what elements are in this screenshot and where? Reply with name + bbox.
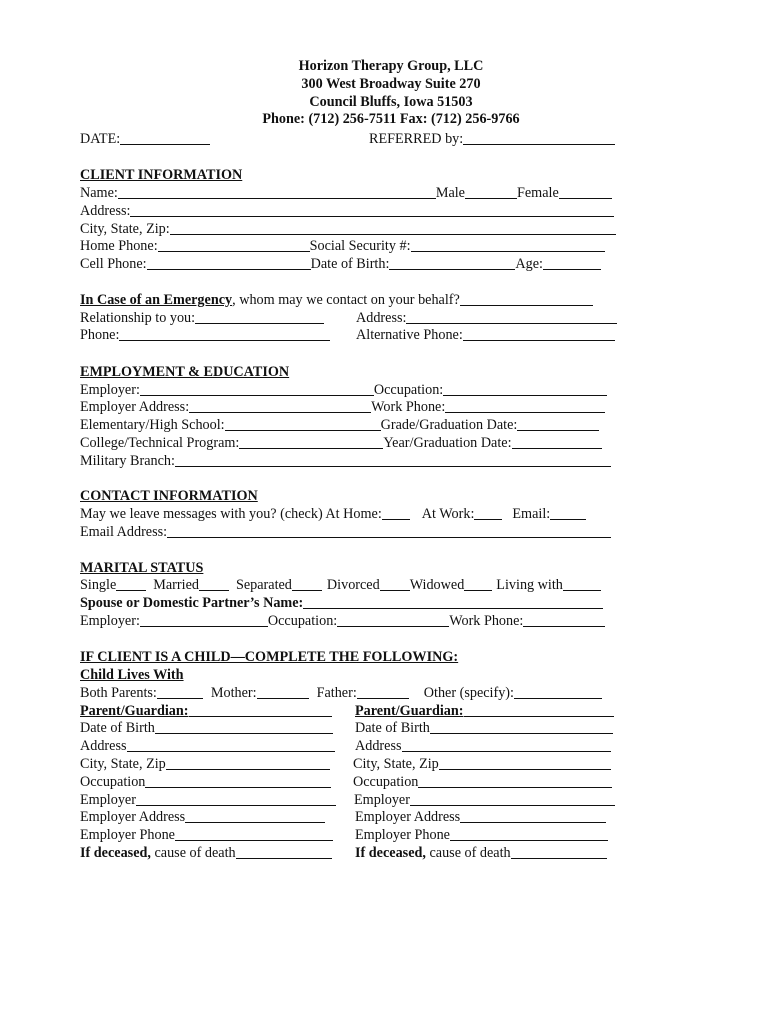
date-field[interactable] bbox=[120, 131, 210, 145]
occupation-label: Occupation: bbox=[373, 382, 444, 398]
guardian1-employer-phone-label: Employer Phone bbox=[80, 827, 175, 843]
relationship-field[interactable] bbox=[195, 310, 324, 324]
guardian1-address-field[interactable] bbox=[127, 738, 335, 752]
home-phone-field[interactable] bbox=[158, 238, 310, 252]
employer-label: Employer: bbox=[80, 382, 140, 398]
father-label: Father: bbox=[316, 685, 357, 701]
employer-address-label: Employer Address: bbox=[80, 399, 190, 415]
social-security-label: Social Security #: bbox=[309, 238, 411, 254]
employment-education-heading: EMPLOYMENT & EDUCATION bbox=[80, 364, 290, 380]
guardian2-address-field[interactable] bbox=[402, 738, 611, 752]
employer-field[interactable] bbox=[140, 382, 374, 396]
marital-status-heading: MARITAL STATUS bbox=[80, 560, 204, 576]
spouse-occupation-label: Occupation: bbox=[267, 613, 338, 629]
grade-graduation-field[interactable] bbox=[517, 417, 599, 431]
guardian1-city-field[interactable] bbox=[166, 756, 330, 770]
work-phone-label: Work Phone: bbox=[371, 399, 446, 415]
at-work-check[interactable] bbox=[474, 506, 502, 520]
spouse-employer-label: Employer: bbox=[80, 613, 140, 629]
male-label: Male bbox=[435, 185, 465, 201]
year-graduation-field[interactable] bbox=[512, 435, 602, 449]
living-with-field[interactable] bbox=[563, 577, 601, 591]
date-of-birth-label: Date of Birth: bbox=[310, 256, 390, 272]
emergency-heading: In Case of an Emergency bbox=[80, 292, 233, 308]
guardian1-occupation-label: Occupation bbox=[80, 774, 146, 790]
guardian2-city-label: City, State, Zip bbox=[353, 756, 439, 772]
contact-information-heading: CONTACT INFORMATION bbox=[80, 488, 258, 504]
guardian2-occupation-label: Occupation bbox=[353, 774, 419, 790]
other-specify-label: Other (specify): bbox=[423, 685, 514, 701]
letterhead bbox=[0, 58, 770, 129]
city-state-zip-field[interactable] bbox=[170, 221, 616, 235]
guardian1-city-label: City, State, Zip bbox=[80, 756, 166, 772]
guardian1-employer-address-label: Employer Address bbox=[80, 809, 186, 825]
relationship-label: Relationship to you: bbox=[80, 310, 196, 326]
company-address-line2: Council Bluffs, Iowa 51503 bbox=[309, 93, 473, 110]
spouse-work-phone-label: Work Phone: bbox=[449, 613, 524, 629]
referred-by-field[interactable] bbox=[463, 131, 615, 145]
spouse-occupation-field[interactable] bbox=[337, 613, 449, 627]
guardian2-cause-field[interactable] bbox=[511, 845, 607, 859]
widowed-label: Widowed bbox=[409, 577, 465, 593]
guardian2-dob-label: Date of Birth bbox=[355, 720, 430, 736]
married-field[interactable] bbox=[199, 577, 229, 591]
guardian1-name-field[interactable] bbox=[189, 703, 332, 717]
guardian2-name-field[interactable] bbox=[464, 703, 614, 717]
at-work-label: At Work: bbox=[421, 506, 475, 522]
date-label: DATE: bbox=[80, 131, 121, 147]
company-phone-fax: Phone: (712) 256-7511 Fax: (712) 256-9766 bbox=[262, 111, 520, 128]
guardian2-dob-field[interactable] bbox=[430, 720, 613, 734]
date-of-birth-field[interactable] bbox=[389, 256, 515, 270]
spouse-name-field[interactable] bbox=[303, 595, 603, 609]
social-security-field[interactable] bbox=[411, 238, 605, 252]
both-parents-field[interactable] bbox=[157, 685, 203, 699]
year-graduation-label: Year/Graduation Date: bbox=[383, 435, 512, 451]
spouse-work-phone-field[interactable] bbox=[523, 613, 605, 627]
other-specify-field[interactable] bbox=[514, 685, 602, 699]
email-address-field[interactable] bbox=[167, 524, 611, 538]
guardian1-occupation-field[interactable] bbox=[145, 774, 331, 788]
guardian1-heading: Parent/Guardian: bbox=[80, 703, 189, 719]
emergency-phone-field[interactable] bbox=[119, 327, 330, 341]
child-section-heading: IF CLIENT IS A CHILD—COMPLETE THE FOLLOWING: bbox=[80, 649, 459, 665]
guardian2-employer-address-field[interactable] bbox=[460, 809, 606, 823]
single-field[interactable] bbox=[116, 577, 146, 591]
separated-field[interactable] bbox=[292, 577, 322, 591]
guardian2-employer-address-label: Employer Address bbox=[355, 809, 461, 825]
guardian2-if-deceased-label: If deceased, bbox=[355, 845, 426, 861]
female-label: Female bbox=[516, 185, 559, 201]
guardian1-cause-field[interactable] bbox=[236, 845, 332, 859]
occupation-field[interactable] bbox=[443, 382, 607, 396]
name-field[interactable] bbox=[118, 185, 436, 199]
college-label: College/Technical Program: bbox=[80, 435, 240, 451]
spouse-name-label: Spouse or Domestic Partner’s Name: bbox=[80, 595, 304, 611]
grade-graduation-label: Grade/Graduation Date: bbox=[380, 417, 518, 433]
guardian1-cause-label: cause of death bbox=[150, 845, 236, 861]
referred-by-label: REFERRED by: bbox=[369, 131, 464, 147]
guardian1-employer-address-field[interactable] bbox=[185, 809, 325, 823]
child-lives-with-heading: Child Lives With bbox=[80, 667, 184, 683]
email-check-label: Email: bbox=[512, 506, 551, 522]
work-phone-field[interactable] bbox=[445, 399, 605, 413]
company-address-line1: 300 West Broadway Suite 270 bbox=[301, 75, 481, 92]
guardian2-occupation-field[interactable] bbox=[418, 774, 612, 788]
emergency-address-field[interactable] bbox=[406, 310, 617, 324]
separated-label: Separated bbox=[235, 577, 292, 593]
high-school-label: Elementary/High School: bbox=[80, 417, 225, 433]
military-branch-field[interactable] bbox=[175, 453, 611, 467]
mother-label: Mother: bbox=[210, 685, 257, 701]
company-name: Horizon Therapy Group, LLC bbox=[298, 58, 484, 74]
guardian1-if-deceased-label: If deceased, bbox=[80, 845, 151, 861]
age-label: Age: bbox=[515, 256, 544, 272]
guardian2-address-label: Address bbox=[355, 738, 402, 754]
mother-field[interactable] bbox=[257, 685, 309, 699]
divorced-label: Divorced bbox=[326, 577, 380, 593]
guardian2-heading: Parent/Guardian: bbox=[355, 703, 464, 719]
guardian2-employer-phone-label: Employer Phone bbox=[355, 827, 450, 843]
home-phone-label: Home Phone: bbox=[80, 238, 158, 254]
emergency-question: , whom may we contact on your behalf? bbox=[232, 292, 460, 308]
emergency-address-label: Address: bbox=[356, 310, 407, 326]
emergency-phone-label: Phone: bbox=[80, 327, 120, 343]
emergency-contact-field[interactable] bbox=[460, 292, 593, 306]
female-field[interactable] bbox=[559, 185, 612, 199]
single-label: Single bbox=[80, 577, 117, 593]
spouse-employer-field[interactable] bbox=[140, 613, 268, 627]
address-field[interactable] bbox=[130, 203, 614, 217]
widowed-field[interactable] bbox=[464, 577, 492, 591]
guardian2-cause-label: cause of death bbox=[425, 845, 511, 861]
employer-address-field[interactable] bbox=[189, 399, 371, 413]
guardian2-employer-phone-field[interactable] bbox=[450, 827, 608, 841]
email-check[interactable] bbox=[550, 506, 586, 520]
age-field[interactable] bbox=[543, 256, 601, 270]
cell-phone-label: Cell Phone: bbox=[80, 256, 147, 272]
college-field[interactable] bbox=[239, 435, 383, 449]
name-label: Name: bbox=[80, 185, 118, 201]
address-label: Address: bbox=[80, 203, 131, 219]
guardian1-address-label: Address bbox=[80, 738, 127, 754]
guardian2-employer-field[interactable] bbox=[410, 792, 615, 806]
guardian1-employer-label: Employer bbox=[80, 792, 136, 808]
email-address-label: Email Address: bbox=[80, 524, 168, 540]
male-field[interactable] bbox=[465, 185, 517, 199]
married-label: Married bbox=[153, 577, 199, 593]
guardian1-dob-label: Date of Birth bbox=[80, 720, 155, 736]
guardian2-city-field[interactable] bbox=[439, 756, 611, 770]
alternative-phone-label: Alternative Phone: bbox=[356, 327, 463, 343]
living-with-label: Living with bbox=[496, 577, 563, 593]
cell-phone-field[interactable] bbox=[147, 256, 311, 270]
guardian1-dob-field[interactable] bbox=[155, 720, 333, 734]
messages-question: May we leave messages with you? (check) At Home: bbox=[80, 506, 382, 522]
military-branch-label: Military Branch: bbox=[80, 453, 175, 469]
divorced-field[interactable] bbox=[380, 577, 410, 591]
guardian1-employer-field[interactable] bbox=[136, 792, 336, 806]
guardian2-employer-label: Employer bbox=[354, 792, 410, 808]
high-school-field[interactable] bbox=[225, 417, 381, 431]
guardian1-employer-phone-field[interactable] bbox=[175, 827, 333, 841]
at-home-check[interactable] bbox=[382, 506, 410, 520]
client-information-heading: CLIENT INFORMATION bbox=[80, 167, 243, 183]
both-parents-label: Both Parents: bbox=[80, 685, 157, 701]
city-state-zip-label: City, State, Zip: bbox=[80, 221, 170, 237]
alternative-phone-field[interactable] bbox=[463, 327, 615, 341]
father-field[interactable] bbox=[357, 685, 409, 699]
